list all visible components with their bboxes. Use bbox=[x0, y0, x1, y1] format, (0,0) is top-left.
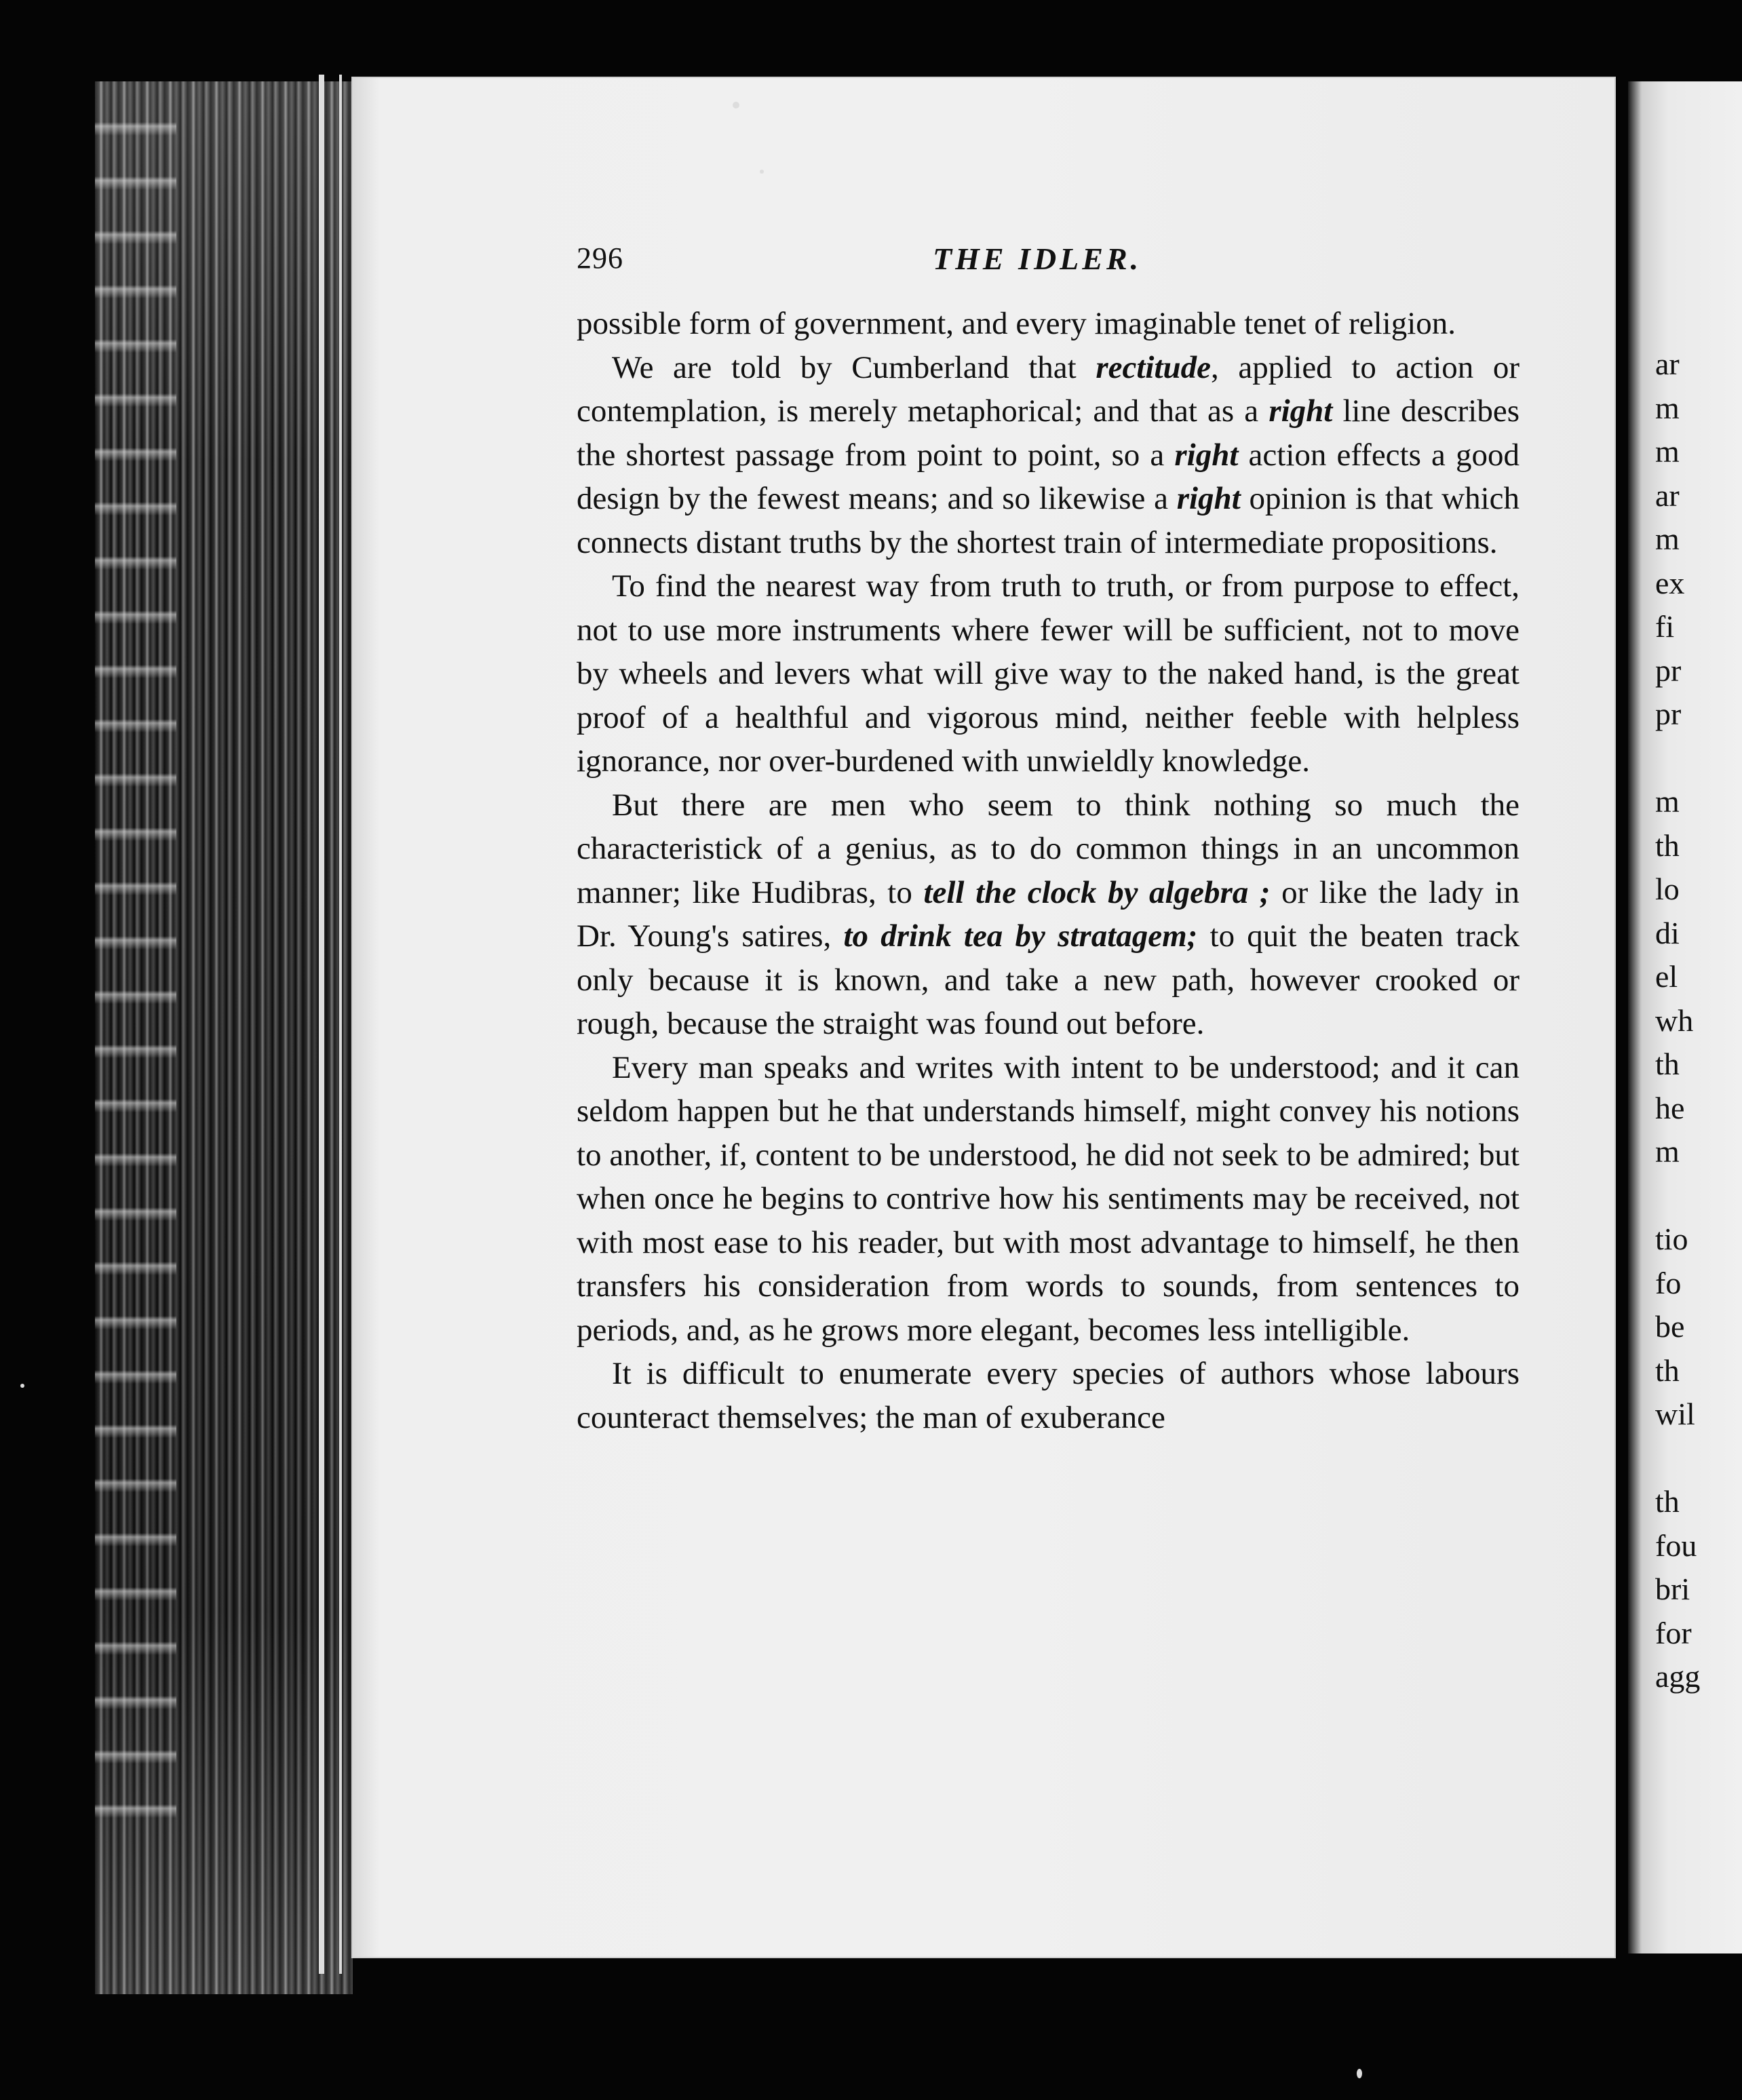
right-page-fragment: fo bbox=[1655, 1265, 1682, 1300]
right-page-fragment: he bbox=[1655, 1090, 1685, 1125]
paragraph bbox=[577, 302, 1520, 346]
right-page-fragment: lo bbox=[1655, 872, 1680, 906]
paragraph bbox=[577, 1046, 1520, 1353]
paragraph bbox=[577, 783, 1520, 1046]
right-page-fragment: m bbox=[1655, 784, 1680, 819]
italic-text: right bbox=[1174, 437, 1239, 473]
right-page-fragments bbox=[1655, 343, 1700, 1699]
page-content bbox=[577, 241, 1520, 1439]
right-page-fragment: wh bbox=[1655, 1003, 1694, 1038]
right-page-fragment: th bbox=[1655, 1484, 1680, 1519]
left-page bbox=[353, 78, 1614, 1957]
text-run: But there are men who seem to think nothing so much the characteristick of a genius, as to do common things in an uncommon manner; like Hudibras, to bbox=[577, 787, 1520, 910]
right-page-fragment bbox=[1655, 1437, 1700, 1481]
running-head bbox=[577, 241, 1520, 302]
text-run: possible form of government, and every imaginable tenet of religion. bbox=[577, 306, 1456, 341]
right-page-fragment: m bbox=[1655, 434, 1680, 469]
italic-text: right bbox=[1269, 393, 1333, 429]
right-page-fragment: pr bbox=[1655, 697, 1682, 731]
right-page-fragment: el bbox=[1655, 959, 1678, 994]
right-page-fragment: for bbox=[1655, 1615, 1692, 1650]
right-page-fragment: th bbox=[1655, 1047, 1680, 1081]
dust-speck bbox=[20, 1384, 24, 1388]
paragraph bbox=[577, 346, 1520, 565]
text-run: , applied to action or contemplation, is merely metaphorical; and that as a bbox=[577, 349, 1520, 429]
italic-text: right bbox=[1176, 481, 1241, 516]
right-page-fragment: m bbox=[1655, 390, 1680, 425]
body-text bbox=[577, 302, 1520, 1439]
right-page-fragment: wil bbox=[1655, 1397, 1695, 1431]
text-run: It is difficult to enumerate every species of authors whose labours counteract themselves; the man of exuberance bbox=[577, 1356, 1520, 1435]
page-number: 296 bbox=[577, 241, 623, 275]
text-run: or like the lady in Dr. Young's satires, bbox=[577, 874, 1520, 954]
right-page-fragment: fi bbox=[1655, 609, 1675, 644]
right-page-fragment: th bbox=[1655, 1353, 1680, 1388]
page-edge-rule bbox=[339, 75, 342, 1974]
italic-text: tell the clock by algebra ; bbox=[923, 874, 1271, 910]
right-page-fragment: pr bbox=[1655, 653, 1682, 688]
right-page-fragment: fou bbox=[1655, 1528, 1697, 1563]
right-page-fragment: agg bbox=[1655, 1659, 1701, 1694]
right-page-fragment: ex bbox=[1655, 565, 1685, 600]
text-run: action effects a good design by the fewest means; and so likewise a bbox=[577, 437, 1520, 516]
right-page-fragment: m bbox=[1655, 522, 1680, 556]
right-page-fragment: ar bbox=[1655, 347, 1680, 381]
right-page-fragment: m bbox=[1655, 1134, 1680, 1169]
italic-text: rectitude bbox=[1096, 349, 1211, 385]
right-page-fragment: th bbox=[1655, 828, 1680, 863]
text-run: opinion is that which connects distant truths by the shortest train of intermediate propositions. bbox=[577, 481, 1520, 560]
right-page-fragment: bri bbox=[1655, 1572, 1690, 1606]
torn-page-edges bbox=[95, 81, 176, 1845]
text-run: We are told by Cumberland that bbox=[612, 349, 1096, 385]
right-page-fragment: be bbox=[1655, 1309, 1685, 1344]
right-page-fragment: ar bbox=[1655, 478, 1680, 513]
text-run: line describes the shortest passage from point to point, so a bbox=[577, 393, 1520, 473]
text-run: to quit the beaten track only because it is known, and take a new path, however crooked or rough, because the straight was found out before. bbox=[577, 918, 1520, 1041]
paragraph bbox=[577, 564, 1520, 783]
dust-speck bbox=[733, 102, 739, 109]
text-run: Every man speaks and writes with intent to be understood; and it can seldom happen but he that understands himself, might convey his notions to another, if, content to be understood, he did not seek to be admired; but when once he begins to contrive how his sentiments may be received, not with most ease to his reader, but with most advantage to himself, he then transfers his consideration from words to sounds, from sentences to periods, and, as he grows more elegant, becomes less intelligible. bbox=[577, 1049, 1520, 1348]
text-run: To find the nearest way from truth to truth, or from purpose to effect, not to use more instruments where fewer will be sufficient, not to move by wheels and levers what will give way to the naked hand, is the great proof of a healthful and vigorous mind, neither feeble with helpless ignorance, nor over-burdened with unwieldly knowledge. bbox=[577, 568, 1520, 779]
dust-speck bbox=[1357, 2069, 1362, 2078]
dust-speck bbox=[760, 170, 764, 174]
italic-text: to drink tea by stratagem; bbox=[843, 918, 1198, 954]
right-page-sliver bbox=[1628, 81, 1742, 1953]
running-title: THE IDLER. bbox=[933, 241, 1142, 276]
right-page-fragment bbox=[1655, 737, 1700, 781]
right-page-fragment: tio bbox=[1655, 1222, 1688, 1256]
page-edge-rule bbox=[319, 75, 324, 1974]
paragraph bbox=[577, 1352, 1520, 1439]
right-page-fragment: di bbox=[1655, 915, 1680, 950]
right-page-fragment bbox=[1655, 1174, 1700, 1218]
